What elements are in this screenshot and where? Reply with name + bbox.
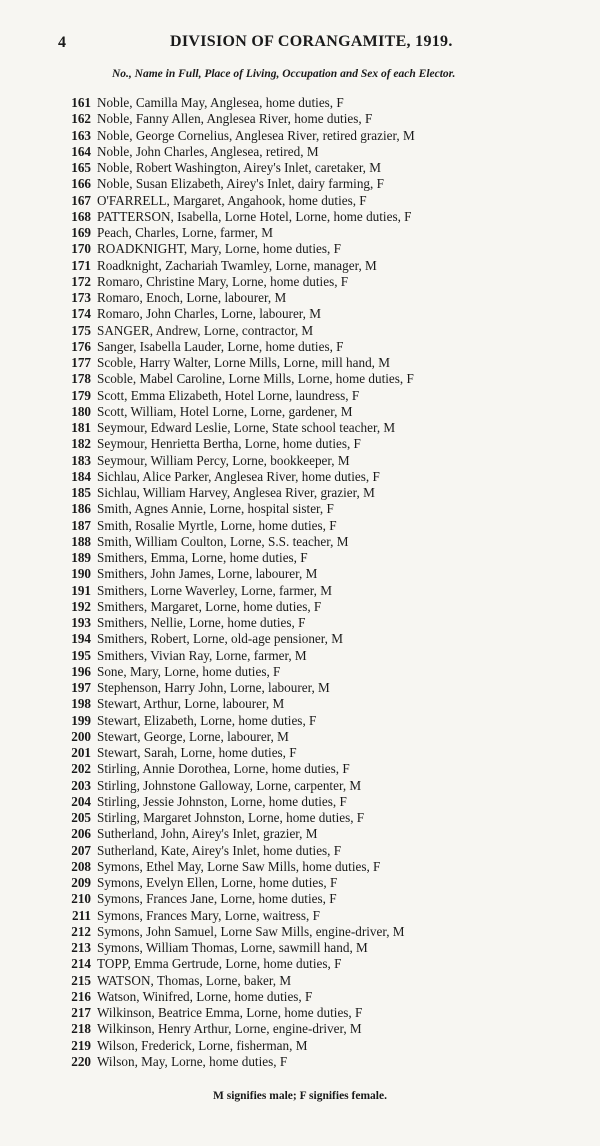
elector-number: 174	[71, 306, 91, 322]
elector-row	[0, 778, 600, 794]
elector-number: 168	[71, 208, 91, 224]
elector-entry: Seymour, William Percy, Lorne, bookkeeper, M	[97, 452, 350, 468]
elector-row	[0, 615, 600, 631]
elector-number: 187	[71, 517, 91, 533]
elector-row	[0, 388, 600, 404]
elector-entry: Romaro, John Charles, Lorne, labourer, M	[97, 306, 321, 322]
elector-entry: Stirling, Annie Dorothea, Lorne, home duties, F	[97, 761, 350, 777]
elector-entry: ROADKNIGHT, Mary, Lorne, home duties, F	[97, 241, 341, 257]
elector-entry: Symons, William Thomas, Lorne, sawmill hand, M	[97, 940, 368, 955]
elector-entry: Symons, Frances Jane, Lorne, home duties, F	[97, 891, 337, 907]
elector-number: 171	[71, 257, 91, 273]
elector-row	[0, 128, 600, 144]
elector-number: 201	[71, 745, 91, 760]
elector-entry: Sutherland, Kate, Airey's Inlet, home duties, F	[97, 842, 342, 858]
elector-row	[0, 339, 600, 355]
elector-entry: Noble, Camilla May, Anglesea, home duties, F	[97, 95, 344, 110]
elector-number: 180	[71, 403, 91, 419]
elector-row	[0, 485, 600, 501]
elector-row	[0, 144, 600, 160]
elector-number: 204	[71, 793, 91, 809]
elector-row	[0, 209, 600, 225]
elector-entry: Noble, George Cornelius, Anglesea River, retired grazier, M	[97, 127, 415, 143]
elector-row	[0, 501, 600, 517]
elector-number: 189	[71, 550, 91, 565]
elector-number: 167	[71, 192, 91, 208]
elector-entry: Stirling, Jessie Johnston, Lorne, home duties, F	[97, 793, 347, 809]
elector-row	[0, 745, 600, 761]
elector-row	[0, 355, 600, 371]
elector-entry: Symons, John Samuel, Lorne Saw Mills, engine-driver, M	[97, 923, 405, 939]
elector-row	[0, 404, 600, 420]
elector-number: 214	[71, 956, 91, 972]
elector-number: 202	[71, 761, 91, 777]
elector-number: 176	[71, 338, 91, 354]
elector-entry: Scoble, Harry Walter, Lorne Mills, Lorne, mill hand, M	[97, 355, 390, 370]
elector-row	[0, 1038, 600, 1054]
elector-number: 212	[71, 923, 91, 939]
elector-row	[0, 306, 600, 322]
elector-number: 164	[71, 143, 91, 159]
elector-number: 203	[71, 777, 91, 793]
elector-row	[0, 891, 600, 907]
elector-list	[0, 95, 600, 1070]
elector-entry: Smithers, Robert, Lorne, old-age pensioner, M	[97, 631, 343, 647]
elector-number: 193	[71, 615, 91, 630]
elector-number: 209	[71, 875, 91, 890]
elector-number: 215	[71, 972, 91, 988]
elector-entry: Seymour, Henrietta Bertha, Lorne, home duties, F	[97, 436, 361, 452]
elector-entry: Stewart, Elizabeth, Lorne, home duties, F	[97, 712, 317, 728]
elector-number: 192	[71, 598, 91, 614]
elector-number: 173	[71, 290, 91, 305]
page-title: DIVISION OF CORANGAMITE, 1919.	[170, 33, 453, 50]
elector-number: 217	[71, 1005, 91, 1020]
elector-entry: Stephenson, Harry John, Lorne, labourer, M	[97, 680, 330, 695]
elector-number: 213	[71, 940, 91, 955]
elector-number: 196	[71, 663, 91, 679]
elector-entry: Smith, William Coulton, Lorne, S.S. teacher, M	[97, 533, 349, 549]
elector-row	[0, 761, 600, 777]
page-number: 4	[58, 34, 66, 51]
elector-row	[0, 193, 600, 209]
elector-row	[0, 908, 600, 924]
elector-row	[0, 566, 600, 582]
elector-row	[0, 843, 600, 859]
elector-number: 165	[71, 160, 91, 175]
elector-entry: Symons, Frances Mary, Lorne, waitress, F	[97, 907, 320, 923]
elector-entry: Sanger, Isabella Lauder, Lorne, home duties, F	[97, 338, 344, 354]
elector-number: 211	[71, 907, 91, 923]
elector-entry: Seymour, Edward Leslie, Lorne, State school teacher, M	[97, 420, 396, 435]
elector-row	[0, 323, 600, 339]
elector-entry: Smithers, Margaret, Lorne, home duties, F	[97, 598, 322, 614]
elector-entry: Scott, Emma Elizabeth, Hotel Lorne, laundress, F	[97, 387, 360, 403]
elector-row	[0, 810, 600, 826]
elector-row	[0, 794, 600, 810]
elector-row	[0, 696, 600, 712]
elector-entry: Symons, Evelyn Ellen, Lorne, home duties, F	[97, 875, 338, 890]
elector-number: 206	[71, 826, 91, 842]
elector-row	[0, 826, 600, 842]
elector-entry: Stirling, Johnstone Galloway, Lorne, carpenter, M	[97, 777, 362, 793]
elector-row	[0, 371, 600, 387]
elector-row	[0, 550, 600, 566]
elector-number: 175	[71, 322, 91, 338]
elector-row	[0, 225, 600, 241]
elector-row	[0, 290, 600, 306]
elector-row	[0, 583, 600, 599]
elector-entry: Sone, Mary, Lorne, home duties, F	[97, 663, 281, 679]
elector-number: 162	[71, 111, 91, 127]
elector-number: 169	[71, 225, 91, 240]
elector-row	[0, 258, 600, 274]
elector-row	[0, 241, 600, 257]
elector-number: 170	[71, 241, 91, 257]
elector-row	[0, 859, 600, 875]
elector-number: 200	[71, 728, 91, 744]
elector-row	[0, 631, 600, 647]
elector-entry: Smith, Rosalie Myrtle, Lorne, home duties, F	[97, 517, 337, 533]
elector-number: 194	[71, 631, 91, 647]
elector-row	[0, 1021, 600, 1037]
elector-number: 207	[71, 842, 91, 858]
elector-row	[0, 956, 600, 972]
elector-row	[0, 940, 600, 956]
elector-row	[0, 924, 600, 940]
elector-entry: PATTERSON, Isabella, Lorne Hotel, Lorne, home duties, F	[97, 208, 412, 224]
elector-entry: Wilkinson, Beatrice Emma, Lorne, home duties, F	[97, 1005, 363, 1020]
elector-number: 197	[71, 680, 91, 695]
elector-number: 220	[71, 1053, 91, 1069]
column-description: No., Name in Full, Place of Living, Occupation and Sex of each Elector.	[112, 68, 456, 80]
elector-number: 184	[71, 468, 91, 484]
elector-entry: WATSON, Thomas, Lorne, baker, M	[97, 972, 292, 988]
elector-entry: Noble, Robert Washington, Airey's Inlet, caretaker, M	[97, 160, 381, 175]
elector-entry: Smith, Agnes Annie, Lorne, hospital sister, F	[97, 501, 334, 517]
elector-entry: Noble, Susan Elizabeth, Airey's Inlet, dairy farming, F	[97, 176, 384, 192]
elector-row	[0, 648, 600, 664]
elector-entry: Scoble, Mabel Caroline, Lorne Mills, Lorne, home duties, F	[97, 371, 414, 387]
elector-row	[0, 176, 600, 192]
elector-row	[0, 875, 600, 891]
elector-number: 199	[71, 712, 91, 728]
elector-row	[0, 973, 600, 989]
elector-entry: Smithers, Emma, Lorne, home duties, F	[97, 550, 308, 565]
elector-row	[0, 664, 600, 680]
elector-row	[0, 469, 600, 485]
elector-number: 205	[71, 810, 91, 825]
elector-entry: Smithers, Vivian Ray, Lorne, farmer, M	[97, 647, 307, 663]
elector-row	[0, 534, 600, 550]
elector-entry: Wilson, Frederick, Lorne, fisherman, M	[97, 1037, 308, 1053]
elector-number: 198	[71, 696, 91, 712]
elector-entry: Scott, William, Hotel Lorne, Lorne, gardener, M	[97, 403, 353, 419]
elector-number: 191	[71, 582, 91, 598]
elector-number: 185	[71, 485, 91, 500]
elector-number: 172	[71, 273, 91, 289]
elector-number: 188	[71, 533, 91, 549]
elector-entry: Romaro, Enoch, Lorne, labourer, M	[97, 290, 287, 305]
elector-entry: Noble, Fanny Allen, Anglesea River, home duties, F	[97, 111, 373, 127]
elector-entry: O'FARRELL, Margaret, Angahook, home duties, F	[97, 192, 367, 208]
elector-number: 178	[71, 371, 91, 387]
elector-row	[0, 111, 600, 127]
elector-row	[0, 95, 600, 111]
elector-number: 210	[71, 891, 91, 907]
elector-number: 195	[71, 647, 91, 663]
elector-entry: Smithers, John James, Lorne, labourer, M	[97, 566, 318, 582]
elector-entry: Stewart, Sarah, Lorne, home duties, F	[97, 745, 297, 760]
elector-entry: Romaro, Christine Mary, Lorne, home duties, F	[97, 273, 349, 289]
elector-entry: Noble, John Charles, Anglesea, retired, M	[97, 143, 319, 159]
elector-entry: Smithers, Nellie, Lorne, home duties, F	[97, 615, 306, 630]
elector-entry: Smithers, Lorne Waverley, Lorne, farmer, M	[97, 582, 332, 598]
elector-row	[0, 1054, 600, 1070]
elector-entry: TOPP, Emma Gertrude, Lorne, home duties, F	[97, 956, 342, 972]
elector-number: 182	[71, 436, 91, 452]
elector-entry: Roadknight, Zachariah Twamley, Lorne, manager, M	[97, 257, 377, 273]
elector-number: 166	[71, 176, 91, 192]
elector-number: 216	[71, 988, 91, 1004]
elector-entry: Peach, Charles, Lorne, farmer, M	[97, 225, 273, 240]
elector-row	[0, 729, 600, 745]
elector-entry: Stewart, Arthur, Lorne, labourer, M	[97, 696, 285, 712]
elector-row	[0, 453, 600, 469]
elector-row	[0, 274, 600, 290]
elector-number: 163	[71, 127, 91, 143]
elector-number: 218	[71, 1021, 91, 1037]
elector-entry: Sichlau, William Harvey, Anglesea River, grazier, M	[97, 485, 375, 500]
elector-entry: Stewart, George, Lorne, labourer, M	[97, 728, 289, 744]
elector-row	[0, 599, 600, 615]
elector-number: 208	[71, 858, 91, 874]
elector-number: 219	[71, 1037, 91, 1053]
elector-number: 181	[71, 420, 91, 435]
elector-entry: Watson, Winifred, Lorne, home duties, F	[97, 988, 313, 1004]
elector-row	[0, 436, 600, 452]
elector-entry: Wilson, May, Lorne, home duties, F	[97, 1053, 288, 1069]
elector-number: 179	[71, 387, 91, 403]
elector-row	[0, 989, 600, 1005]
elector-number: 186	[71, 501, 91, 517]
elector-row	[0, 160, 600, 176]
elector-row	[0, 518, 600, 534]
legend-note: M signifies male; F signifies female.	[213, 1090, 387, 1102]
elector-entry: SANGER, Andrew, Lorne, contractor, M	[97, 322, 314, 338]
elector-number: 161	[71, 95, 91, 110]
elector-entry: Stirling, Margaret Johnston, Lorne, home duties, F	[97, 810, 365, 825]
elector-number: 183	[71, 452, 91, 468]
elector-entry: Sichlau, Alice Parker, Anglesea River, home duties, F	[97, 468, 380, 484]
elector-entry: Sutherland, John, Airey's Inlet, grazier, M	[97, 826, 318, 842]
elector-row	[0, 713, 600, 729]
elector-row	[0, 420, 600, 436]
elector-row	[0, 1005, 600, 1021]
elector-entry: Wilkinson, Henry Arthur, Lorne, engine-driver, M	[97, 1021, 362, 1037]
elector-number: 190	[71, 566, 91, 582]
elector-number: 177	[71, 355, 91, 370]
elector-entry: Symons, Ethel May, Lorne Saw Mills, home duties, F	[97, 858, 381, 874]
elector-row	[0, 680, 600, 696]
